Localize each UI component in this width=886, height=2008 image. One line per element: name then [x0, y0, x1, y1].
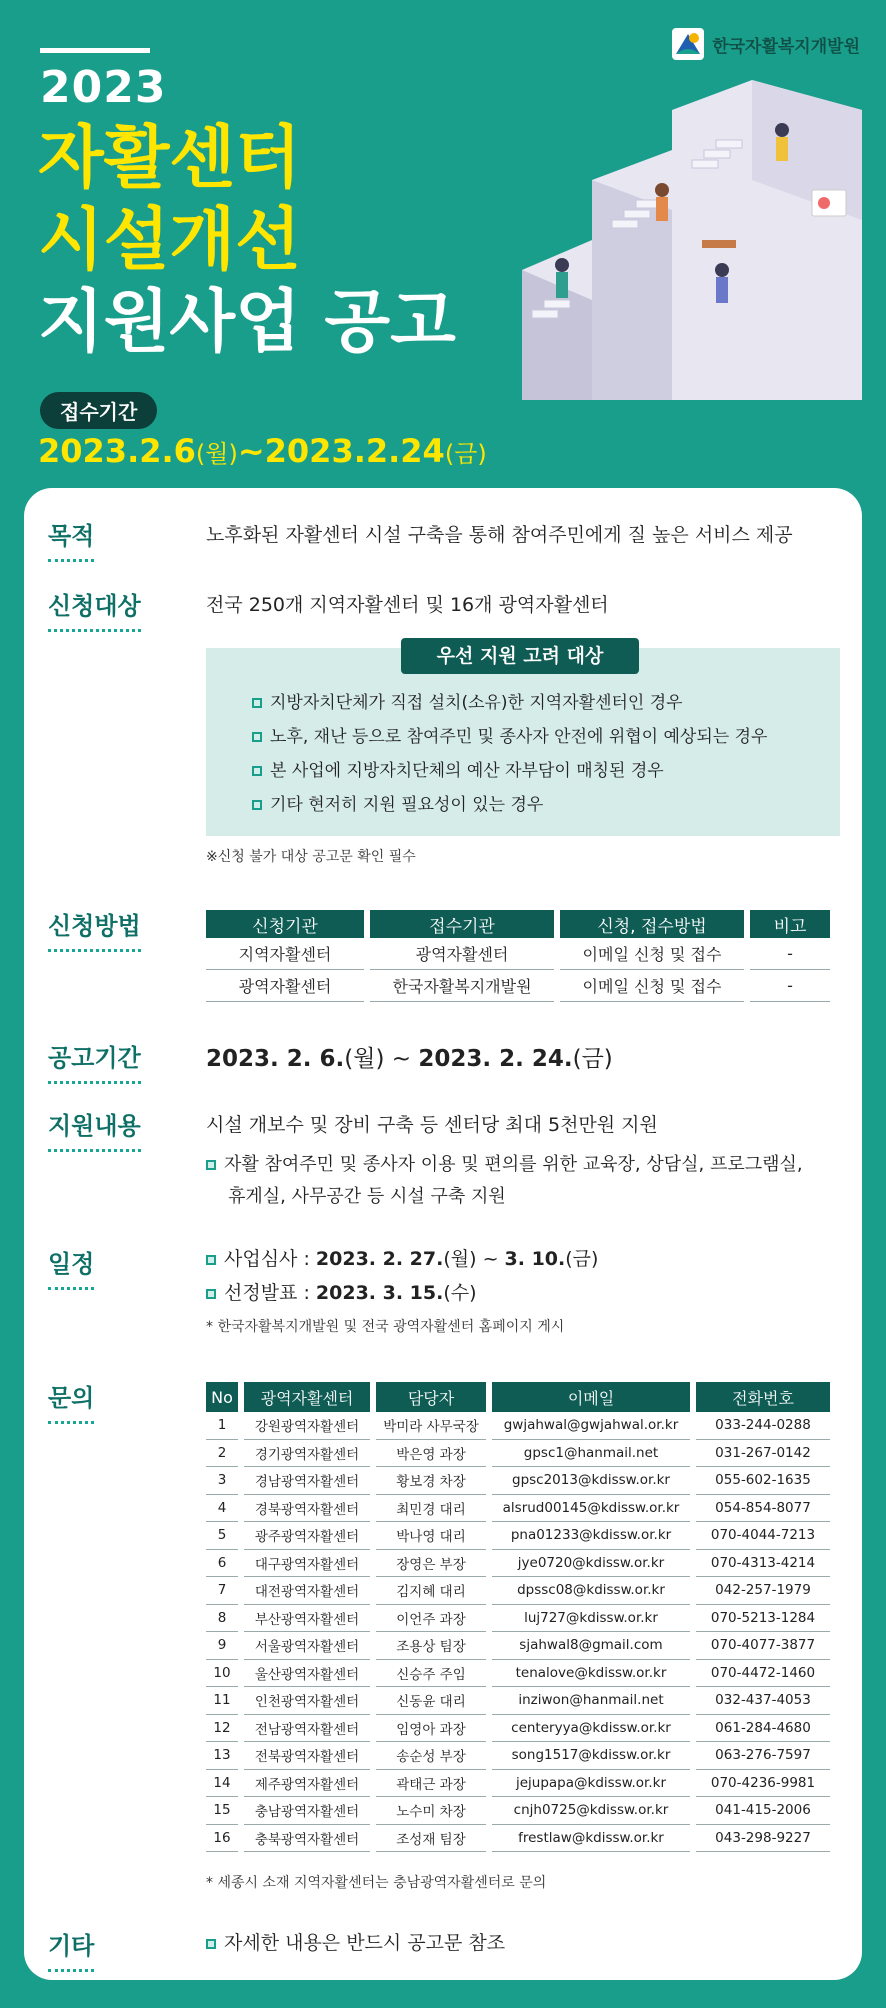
- table-cell: 박나영 대리: [376, 1522, 486, 1550]
- square-bullet-icon: [252, 800, 262, 810]
- table-cell: 광역자활센터: [206, 970, 364, 1002]
- priority-title: 우선 지원 고려 대상: [401, 638, 639, 674]
- table-cell: dpssc08@kdissw.or.kr: [492, 1577, 690, 1605]
- title-top-line: [40, 48, 150, 53]
- purpose-label: 목적: [48, 516, 94, 562]
- table-cell: 대전광역자활센터: [244, 1577, 370, 1605]
- table-row: [206, 1412, 830, 1440]
- table-cell: 070-4472-1460: [696, 1660, 830, 1688]
- table-cell: inziwon@hanmail.net: [492, 1687, 690, 1715]
- square-bullet-icon: [206, 1255, 216, 1265]
- table-cell: 김지혜 대리: [376, 1577, 486, 1605]
- title-line-1: 자활센터: [38, 119, 301, 198]
- table-header-row: [206, 1382, 830, 1412]
- title-line-3: 지원사업 공고: [38, 283, 456, 362]
- table-cell: 강원광역자활센터: [244, 1412, 370, 1440]
- table-cell: 전북광역자활센터: [244, 1742, 370, 1770]
- period-start-day: (월): [195, 440, 238, 468]
- table-cell: sjahwal8@gmail.com: [492, 1632, 690, 1660]
- table-cell: 신동윤 대리: [376, 1687, 486, 1715]
- table-cell: gpsc1@hanmail.net: [492, 1440, 690, 1468]
- table-row: [206, 1605, 830, 1633]
- table-cell: 031-267-0142: [696, 1440, 830, 1468]
- priority-item: 기타 현저히 지원 필요성이 있는 경우: [252, 790, 543, 815]
- table-header: 신청기관: [206, 910, 364, 938]
- table-cell: 박미라 사무국장: [376, 1412, 486, 1440]
- square-bullet-icon: [252, 732, 262, 742]
- table-cell: 5: [206, 1522, 238, 1550]
- table-cell: 7: [206, 1577, 238, 1605]
- org-logo-icon: [672, 28, 704, 60]
- table-cell: 곽태근 과장: [376, 1770, 486, 1798]
- schedule-note: * 한국자활복지개발원 및 전국 광역자활센터 홈페이지 게시: [206, 1319, 565, 1335]
- table-header: 접수기관: [370, 910, 554, 938]
- page-title: [38, 118, 456, 364]
- table-cell: tenalove@kdissw.or.kr: [492, 1660, 690, 1688]
- table-cell: 3: [206, 1467, 238, 1495]
- table-cell: -: [750, 938, 830, 970]
- table-cell: 9: [206, 1632, 238, 1660]
- period-separator: ~: [237, 432, 265, 470]
- hero-banner: [0, 0, 886, 490]
- table-cell: 지역자활센터: [206, 938, 364, 970]
- table-cell: 경남광역자활센터: [244, 1467, 370, 1495]
- table-header: 광역자활센터: [244, 1382, 370, 1412]
- table-cell: 경기광역자활센터: [244, 1440, 370, 1468]
- table-cell: 장영은 부장: [376, 1550, 486, 1578]
- priority-item: 노후, 재난 등으로 참여주민 및 종사자 안전에 위협이 예상되는 경우: [252, 722, 767, 747]
- table-header: 담당자: [376, 1382, 486, 1412]
- content-card: [24, 488, 862, 1980]
- table-header-row: [206, 910, 830, 938]
- table-cell: 최민경 대리: [376, 1495, 486, 1523]
- table-cell: 16: [206, 1825, 238, 1853]
- contact-table-body: [206, 1412, 830, 1852]
- table-cell: 충북광역자활센터: [244, 1825, 370, 1853]
- table-cell: 070-4044-7213: [696, 1522, 830, 1550]
- table-cell: 055-602-1635: [696, 1467, 830, 1495]
- support-label: 지원내용: [48, 1106, 141, 1152]
- table-cell: 조용상 팀장: [376, 1632, 486, 1660]
- table-cell: song1517@kdissw.or.kr: [492, 1742, 690, 1770]
- table-cell: 032-437-4053: [696, 1687, 830, 1715]
- table-cell: 임영아 과장: [376, 1715, 486, 1743]
- table-row: [206, 1742, 830, 1770]
- table-cell: 울산광역자활센터: [244, 1660, 370, 1688]
- table-cell: gpsc2013@kdissw.or.kr: [492, 1467, 690, 1495]
- table-cell: 061-284-4680: [696, 1715, 830, 1743]
- support-detail: 자활 참여주민 및 종사자 이용 및 편의를 위한 교육장, 상담실, 프로그램실,: [206, 1150, 803, 1176]
- table-cell: 041-415-2006: [696, 1797, 830, 1825]
- notice-period-text: 2023. 2. 6.(월) ~ 2023. 2. 24.(금): [206, 1046, 613, 1072]
- table-cell: pna01233@kdissw.or.kr: [492, 1522, 690, 1550]
- table-cell: 광역자활센터: [370, 938, 554, 970]
- title-line-2: 시설개선: [38, 201, 301, 280]
- period-end: 2023.2.24: [264, 432, 445, 470]
- table-header: No: [206, 1382, 238, 1412]
- table-cell: luj727@kdissw.or.kr: [492, 1605, 690, 1633]
- table-cell: 14: [206, 1770, 238, 1798]
- method-label: 신청방법: [48, 906, 141, 952]
- support-detail-line2: 휴게실, 사무공간 등 시설 구축 지원: [228, 1186, 506, 1207]
- table-cell: 조성재 팀장: [376, 1825, 486, 1853]
- table-row: [206, 1577, 830, 1605]
- table-cell: 제주광역자활센터: [244, 1770, 370, 1798]
- table-cell: -: [750, 970, 830, 1002]
- contact-table: [200, 1382, 836, 1852]
- period-start: 2023.2.6: [38, 432, 196, 470]
- table-cell: cnjh0725@kdissw.or.kr: [492, 1797, 690, 1825]
- table-row: [206, 1770, 830, 1798]
- table-cell: 13: [206, 1742, 238, 1770]
- target-label: 신청대상: [48, 586, 141, 632]
- priority-item: 지방자치단체가 직접 설치(소유)한 지역자활센터인 경우: [252, 688, 683, 713]
- period-label-badge: 접수기간: [40, 392, 157, 429]
- table-row: [206, 1467, 830, 1495]
- title-year: 2023: [40, 62, 167, 113]
- square-bullet-icon: [206, 1289, 216, 1299]
- table-cell: 043-298-9227: [696, 1825, 830, 1853]
- table-cell: 서울광역자활센터: [244, 1632, 370, 1660]
- table-cell: 충남광역자활센터: [244, 1797, 370, 1825]
- table-cell: 이메일 신청 및 접수: [560, 970, 744, 1002]
- application-period: [38, 432, 487, 470]
- target-note: ※신청 불가 대상 공고문 확인 필수: [206, 849, 416, 865]
- table-cell: 8: [206, 1605, 238, 1633]
- table-cell: 노수미 차장: [376, 1797, 486, 1825]
- table-cell: frestlaw@kdissw.or.kr: [492, 1825, 690, 1853]
- contact-note: * 세종시 소재 지역자활센터는 충남광역자활센터로 문의: [206, 1875, 547, 1891]
- table-cell: 10: [206, 1660, 238, 1688]
- square-bullet-icon: [252, 766, 262, 776]
- priority-box: [206, 645, 840, 836]
- table-cell: 한국자활복지개발원: [370, 970, 554, 1002]
- schedule-announce: 선정발표 : 2023. 3. 15.(수): [206, 1278, 477, 1305]
- table-cell: 4: [206, 1495, 238, 1523]
- office-stairs-illustration: [462, 70, 862, 400]
- table-cell: 070-4236-9981: [696, 1770, 830, 1798]
- table-cell: jejupapa@kdissw.or.kr: [492, 1770, 690, 1798]
- table-cell: 대구광역자활센터: [244, 1550, 370, 1578]
- table-row: [206, 1632, 830, 1660]
- square-bullet-icon: [252, 698, 262, 708]
- table-cell: 054-854-8077: [696, 1495, 830, 1523]
- target-text: 전국 250개 지역자활센터 및 16개 광역자활센터: [206, 594, 609, 616]
- table-row: [206, 1550, 830, 1578]
- table-cell: 070-5213-1284: [696, 1605, 830, 1633]
- table-cell: 070-4077-3877: [696, 1632, 830, 1660]
- table-cell: 15: [206, 1797, 238, 1825]
- table-cell: alsrud00145@kdissw.or.kr: [492, 1495, 690, 1523]
- table-row: [206, 1797, 830, 1825]
- table-cell: 부산광역자활센터: [244, 1605, 370, 1633]
- table-row: [206, 1495, 830, 1523]
- table-cell: 12: [206, 1715, 238, 1743]
- table-cell: 063-276-7597: [696, 1742, 830, 1770]
- table-row: [206, 938, 830, 970]
- etc-label: 기타: [48, 1926, 94, 1972]
- etc-text: 자세한 내용은 반드시 공고문 참조: [206, 1928, 505, 1955]
- notice-period-label: 공고기간: [48, 1038, 141, 1084]
- table-cell: 광주광역자활센터: [244, 1522, 370, 1550]
- schedule-review: 사업심사 : 2023. 2. 27.(월) ~ 3. 10.(금): [206, 1244, 598, 1271]
- square-bullet-icon: [206, 1160, 216, 1170]
- table-row: [206, 1687, 830, 1715]
- table-cell: 070-4313-4214: [696, 1550, 830, 1578]
- table-cell: 6: [206, 1550, 238, 1578]
- table-cell: 11: [206, 1687, 238, 1715]
- table-cell: 인천광역자활센터: [244, 1687, 370, 1715]
- table-cell: 이메일 신청 및 접수: [560, 938, 744, 970]
- table-cell: 1: [206, 1412, 238, 1440]
- table-row: [206, 1522, 830, 1550]
- table-cell: gwjahwal@gwjahwal.or.kr: [492, 1412, 690, 1440]
- table-cell: 박은영 과장: [376, 1440, 486, 1468]
- table-cell: centeryya@kdissw.or.kr: [492, 1715, 690, 1743]
- square-bullet-icon: [206, 1939, 216, 1949]
- table-cell: 황보경 차장: [376, 1467, 486, 1495]
- table-header: 이메일: [492, 1382, 690, 1412]
- table-cell: 전남광역자활센터: [244, 1715, 370, 1743]
- table-cell: 경북광역자활센터: [244, 1495, 370, 1523]
- org-logo: [672, 28, 860, 60]
- table-row: [206, 1660, 830, 1688]
- table-cell: 신승주 주임: [376, 1660, 486, 1688]
- table-row: [206, 1440, 830, 1468]
- org-name: 한국자활복지개발원: [712, 36, 860, 57]
- table-header: 전화번호: [696, 1382, 830, 1412]
- table-cell: 033-244-0288: [696, 1412, 830, 1440]
- table-header: 비고: [750, 910, 830, 938]
- table-row: [206, 970, 830, 1002]
- table-cell: 2: [206, 1440, 238, 1468]
- contact-label: 문의: [48, 1378, 94, 1424]
- purpose-text: 노후화된 자활센터 시설 구축을 통해 참여주민에게 질 높은 서비스 제공: [206, 524, 793, 546]
- support-text: 시설 개보수 및 장비 구축 등 센터당 최대 5천만원 지원: [206, 1114, 658, 1136]
- table-row: [206, 1715, 830, 1743]
- period-end-day: (금): [444, 440, 487, 468]
- table-cell: jye0720@kdissw.or.kr: [492, 1550, 690, 1578]
- priority-item: 본 사업에 지방자치단체의 예산 자부담이 매칭된 경우: [252, 756, 664, 781]
- table-cell: 이언주 과장: [376, 1605, 486, 1633]
- method-table: [200, 910, 836, 1002]
- table-header: 신청, 접수방법: [560, 910, 744, 938]
- table-row: [206, 1825, 830, 1853]
- schedule-label: 일정: [48, 1244, 94, 1290]
- table-cell: 송순성 부장: [376, 1742, 486, 1770]
- table-cell: 042-257-1979: [696, 1577, 830, 1605]
